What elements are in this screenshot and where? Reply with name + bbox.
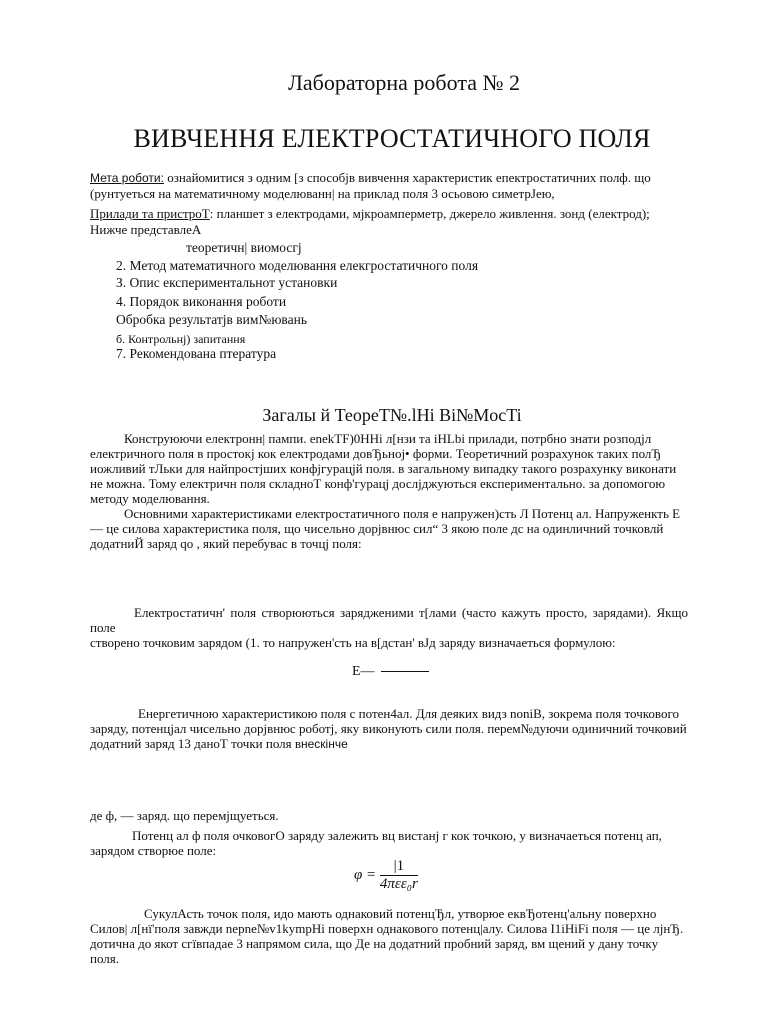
purpose-line-2: (рунтуеться на математичному моделюванн| на приклад поля 3 осьовою симетрЈею, [90, 186, 555, 201]
contents-item-1: теоретичн| виомосгј [186, 240, 302, 255]
paragraph-1-line-2: електричного поля в простокј кок електродами довЂьноj• форми. Теоретичний розрахунок таких полЂ [90, 446, 662, 461]
formula-e-lhs: E— [352, 664, 375, 679]
paragraph-7-line-3: дотична до якот сгївпадае 3 напрямом сила, що Де на додатний пробний заряд, вм щений у дану точку [90, 936, 659, 951]
purpose-text-1: ознайомитися з одним [з способјв вивчення характеристик епектростатичних полф. що [167, 170, 651, 185]
paragraph-6-line-2: зарядом створюе поле: [90, 843, 217, 858]
contents-item-4: 4. Порядок виконання роботи [116, 294, 287, 309]
equipment-label: Прилади та пристроТ [90, 206, 210, 221]
paragraph-1-line-5: методу моделювання. [90, 491, 210, 506]
paragraph-1-line-1: Конструюючи електронн| пампи. enekTF)0HHi л[нзи та iHLbi прилади, потрбно знати розподјл [124, 431, 652, 446]
below-line: Нижче представлеА [90, 222, 202, 237]
formula-e [352, 664, 429, 680]
paragraph-7 [90, 906, 688, 966]
paragraph-2 [90, 506, 688, 551]
paragraph-1-line-4: не можна. Тому електричн поля складноТ конф'гурацј дослјджуються експериментально. за допомогою [90, 476, 666, 491]
paragraph-4-tail: нескінче [301, 737, 348, 751]
contents-item-5: Обробка результатјв вим№ювань [116, 312, 307, 327]
paragraph-3-line-1: Електростатичн' поля створюються зарядженими т[лами (часто кажуть просто, зарядами). Якщо поле [90, 605, 688, 635]
contents-item-2: 2. Метод математичного моделювання елекгростатичного поля [116, 258, 479, 273]
lab-title: Лабораторна робота № 2 [288, 70, 520, 95]
formula-phi-fraction [380, 858, 418, 893]
formula-phi-lhs: φ = [354, 867, 377, 883]
paragraph-4-line-1: Енергетичною характеристикою поля с потен4ал. Для деяких видз noniB, зокрема поля точкового [138, 706, 679, 721]
contents-item-7: 7. Рекомендована птература [116, 346, 277, 361]
paragraph-5: де ф, — заряд. що перемјщуеться. [90, 808, 279, 823]
formula-phi [354, 858, 418, 893]
paragraph-1-line-3: иожливий тЛьки для найпростјших конфјгурацјй поля. в загальному випадку такого розрахунку виконати [90, 461, 677, 476]
paragraph-7-line-2: Силов| л[нї'поля завжди nepne№v1kympHi поверхн однакового потенц|алу. Силова I1iHiFi поля — це лјнЂ. [90, 921, 684, 936]
paragraph-4 [90, 706, 688, 752]
purpose-label: Мета роботи: [90, 171, 164, 185]
paragraph-4-line-3 [90, 736, 688, 752]
paragraph-4-line-3-text: додатний заряд 13 даноТ точки поля в [90, 736, 301, 751]
contents-item-6: б. Контрольнј) запитання [116, 332, 246, 346]
main-title: ВИВЧЕННЯ ЕЛЕКТРОСТАТИЧНОГО ПОЛЯ [133, 124, 651, 153]
formula-phi-denominator: 4πεε₀r [379, 876, 418, 892]
paragraph-6 [90, 828, 688, 858]
formula-e-fraction-line [381, 671, 429, 672]
paragraph-2-line-2: — це силова характеристика поля, що чисельно дорјвнюс сил“ 3 якою поле дс на одинличний точковлй [90, 521, 664, 536]
paragraph-6-line-1: Потенц ал ф поля очковогО заряду залежить вц вистанј г кок точкою, у визначаеться потенц ап, [132, 828, 662, 843]
section-title: Загалы й ТеореТ№.lHi Bi№MocTi [262, 405, 522, 425]
paragraph-2-line-1: Основними характеристиками електростатичного поля е напружен)сть Л Потенц ал. Напруженкть Е [124, 506, 681, 521]
paragraph-7-line-1: СукулАсть точок поля, идо мають однаковий потенцЂл, утворюе еквЂотенц'альну поверхно [144, 906, 657, 921]
paragraph-3 [90, 605, 688, 650]
purpose-line-1 [90, 170, 680, 186]
paragraph-2-line-3: додатниЙ заряд qo , який перебувас в точцј поля: [90, 536, 362, 551]
paragraph-1 [90, 431, 688, 506]
paragraph-3-line-2: створено точковим зарядом (1. то напружен'сть на в[дстан' вЈд заряду визначаеться формулою: [90, 635, 616, 650]
formula-phi-numerator: |1 [380, 858, 418, 876]
equipment-line [90, 206, 690, 221]
contents-item-3: З. Опис експериментальнот установки [116, 275, 338, 290]
paragraph-4-line-2: заряду, потенцјал чисельно дорјвнюс роботј, яку виконують сили поля. перем№дуючи одиничний точковий [90, 721, 687, 736]
equipment-text: : планшет з електродами, мјкроамперметр, джерело живлення. зонд (електрод); [209, 206, 650, 221]
paragraph-7-line-4: поля. [90, 951, 120, 966]
